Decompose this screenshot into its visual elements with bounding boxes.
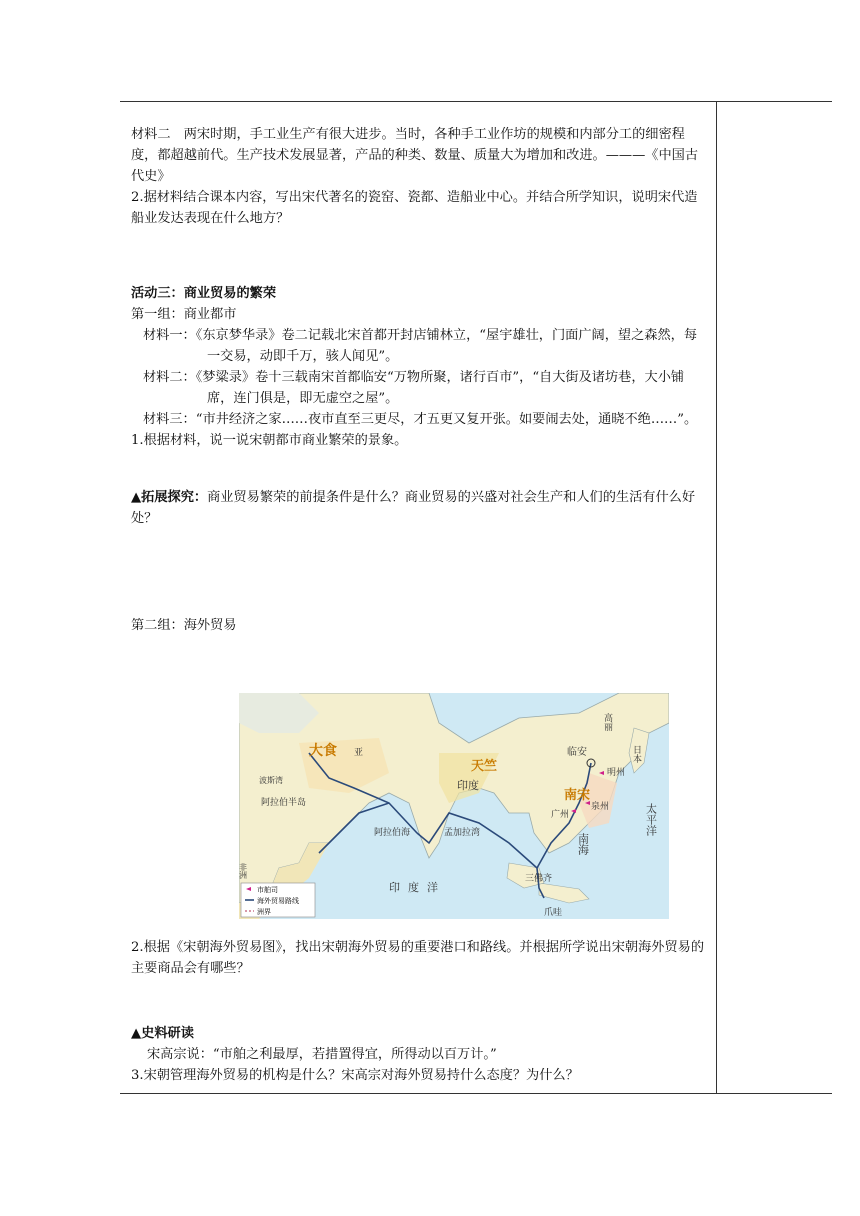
extended-inquiry bbox=[131, 487, 709, 529]
label-guangzhou: 广州 bbox=[551, 810, 570, 820]
question-1: 1.根据材料，说一说宋朝都市商业繁荣的景象。 bbox=[131, 433, 408, 448]
label-goryeo: 高丽 bbox=[602, 713, 612, 731]
legend-port-label: 市舶司 bbox=[257, 886, 278, 894]
label-arabian-peninsula: 阿拉伯半岛 bbox=[261, 798, 307, 808]
table-column-divider bbox=[716, 101, 717, 1093]
label-africa: 非洲 bbox=[239, 863, 248, 879]
extended-text: 商业贸易繁荣的前提条件是什么？商业贸易的兴盛对社会生产和人们的生活有什么好处？ bbox=[131, 490, 696, 526]
label-dashi: 大食 bbox=[309, 743, 337, 759]
spacer bbox=[131, 451, 709, 487]
label-india: 印度 bbox=[457, 779, 479, 792]
source-3: 材料三：“市井经济之家……夜市直至三更尽，才五更又复开张。如要闹去处，通晓不绝……”。 bbox=[143, 412, 698, 427]
song-overseas-trade-map bbox=[239, 693, 669, 919]
emperor-quote: 宋高宗说：“市舶之利最厚，若措置得宜，所得动以百万计。” bbox=[147, 1047, 497, 1062]
source-reading-heading: ▲史料研读 bbox=[131, 1026, 194, 1041]
main-content bbox=[131, 124, 709, 636]
spacer bbox=[131, 529, 709, 615]
activity-3-heading: 活动三：商业贸易的繁荣 bbox=[131, 286, 277, 301]
label-asia: 亚 bbox=[354, 748, 364, 758]
map-legend bbox=[241, 883, 315, 917]
label-mingzhou: 明州 bbox=[607, 768, 626, 778]
main-content-lower bbox=[131, 937, 709, 1086]
label-arabian-sea: 阿拉伯海 bbox=[374, 828, 411, 838]
spacer bbox=[131, 229, 709, 283]
group-2-title: 第二组：海外贸易 bbox=[131, 618, 237, 633]
label-persian-gulf: 波斯湾 bbox=[259, 776, 283, 785]
spacer bbox=[131, 979, 709, 1023]
label-tianzhu: 天竺 bbox=[471, 759, 498, 774]
label-southern-song: 南宋 bbox=[564, 788, 591, 803]
table-top-border bbox=[120, 101, 832, 102]
source-2: 材料二：《梦粱录》卷十三载南宋首都临安“万物所聚，诸行百市”，“自大街及诸坊巷，大小铺席，连门俱是，即无虚空之屋”。 bbox=[143, 370, 685, 406]
label-bay-of-bengal: 孟加拉湾 bbox=[444, 828, 481, 838]
group-1-title: 第一组：商业都市 bbox=[131, 307, 237, 322]
material-2-text: 材料二 两宋时期，手工业生产有很大进步。当时，各种手工业作坊的规模和内部分工的细密程度，都超越前代。生产技术发展显著，产品的种类、数量、质量大为增加和改进。———《中国古代史》 bbox=[131, 127, 699, 184]
source-1: 材料一：《东京梦华录》卷二记载北宋首都开封店铺林立，“屋宇雄壮，门面广阔，望之森然，每一交易，动即千万，骇人闻见”。 bbox=[143, 328, 698, 364]
label-lin-an: 临安 bbox=[567, 747, 587, 758]
label-south-china-sea: 南海 bbox=[576, 833, 590, 855]
legend-border-label: 洲界 bbox=[257, 908, 271, 916]
label-sanfoqi: 三佛齐 bbox=[525, 874, 553, 884]
label-pacific-ocean: 太平洋 bbox=[644, 803, 658, 836]
table-bottom-border bbox=[120, 1093, 832, 1094]
question-2a: 2.据材料结合课本内容，写出宋代著名的瓷窑、瓷都、造船业中心。并结合所学知识，说明宋代造船业发达表现在什么地方？ bbox=[131, 190, 698, 226]
question-2b: 2.根据《宋朝海外贸易图》，找出宋朝海外贸易的重要港口和路线。并根据所学说出宋朝海外贸易的主要商品会有哪些？ bbox=[131, 940, 705, 976]
question-3: 3.宋朝管理海外贸易的机构是什么？宋高宗对海外贸易持什么态度？为什么？ bbox=[131, 1068, 579, 1083]
label-java: 爪哇 bbox=[544, 908, 563, 918]
label-japan: 日本 bbox=[631, 745, 641, 763]
legend-route-label: 海外贸易路线 bbox=[257, 897, 299, 905]
label-indian-ocean: 印度洋 bbox=[389, 881, 446, 894]
extended-label: ▲拓展探究： bbox=[131, 490, 208, 505]
label-quanzhou: 泉州 bbox=[591, 802, 610, 812]
